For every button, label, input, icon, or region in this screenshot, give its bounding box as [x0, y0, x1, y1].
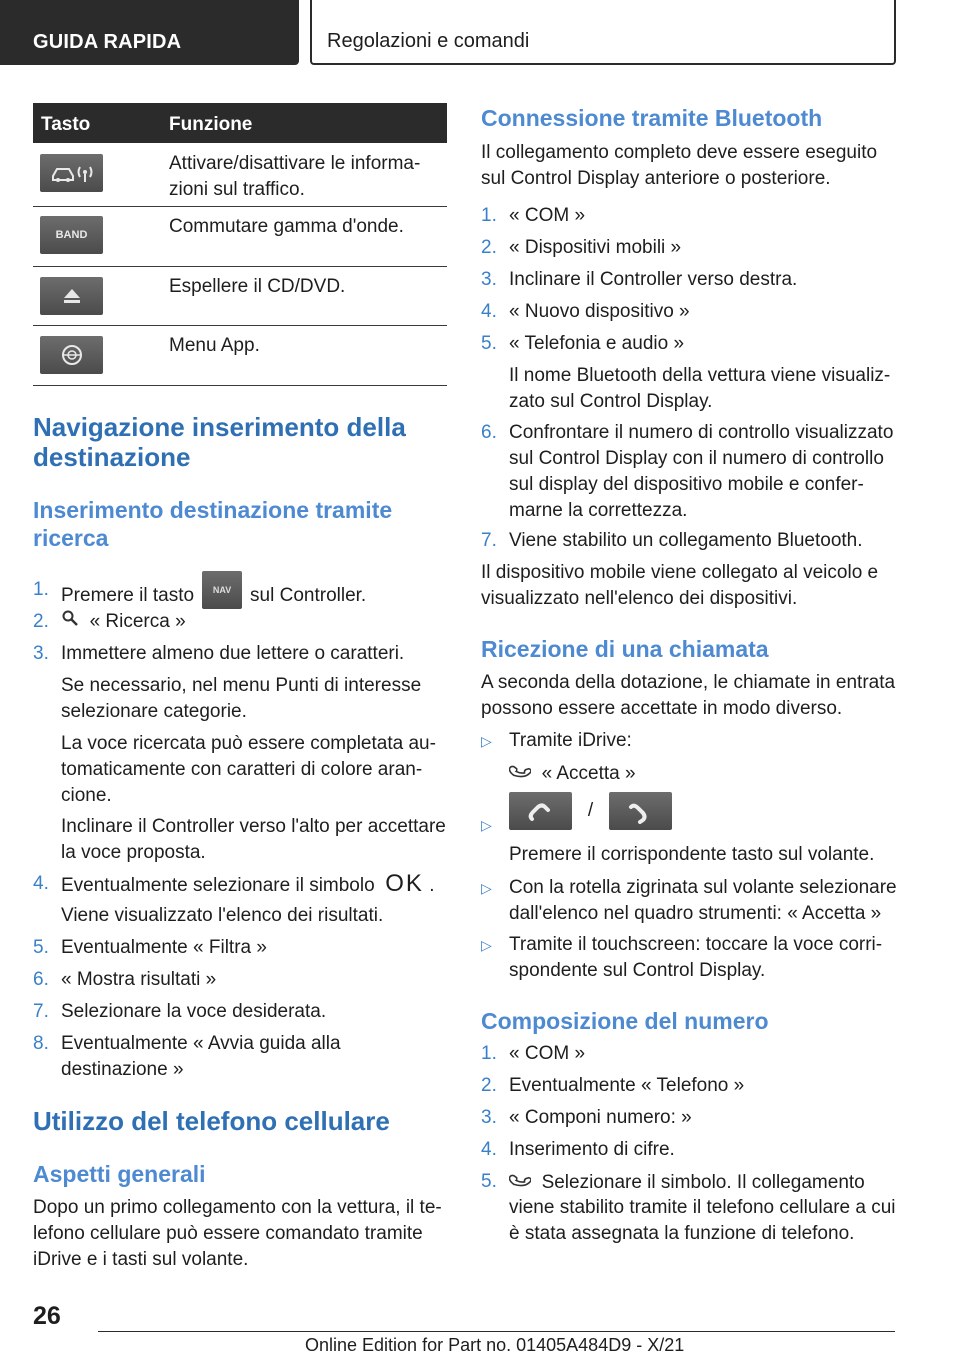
paragraph-line: tomaticamente con caratteri di colore aran- [61, 759, 423, 780]
paragraph-line: Dopo un primo collegamento con la vettura, il te- [33, 1197, 442, 1218]
bullet-triangle-icon: ▷ [481, 937, 492, 953]
paragraph-line: viene stabilito tramite il telefono cellulare a cui [509, 1197, 896, 1218]
list-item: « COM » [509, 205, 586, 226]
table-cell-function: Espellere il CD/DVD. [169, 276, 346, 297]
list-item: Premere il tasto NAV sul Controller. [61, 577, 366, 615]
nav-key-icon: NAV [202, 571, 242, 609]
paragraph-line: sul Control Display con il numero di controllo [509, 448, 884, 469]
bluetooth-title: Connessione tramite Bluetooth [481, 105, 823, 131]
keys-table [33, 103, 447, 386]
header-chapter: Regolazioni e comandi [327, 30, 530, 52]
paragraph-line: selezionare categorie. [61, 701, 247, 722]
paragraph-line: visualizzato nell'elenco dei dispositivi. [481, 588, 798, 609]
paragraph-line: destinazione » [61, 1059, 184, 1080]
list-item: Viene stabilito un collegamento Bluetooth. [509, 530, 863, 551]
table-cell-function: Attivare/disattivare le informa- [169, 153, 421, 174]
step-number: 4. [481, 1139, 497, 1160]
step-number: 1. [481, 205, 497, 226]
list-item: Eventualmente « Avvia guida alla [61, 1033, 341, 1054]
list-item: Selezionare la voce desiderata. [61, 1001, 327, 1022]
phone-title: Utilizzo del telefono cellulare [33, 1106, 390, 1136]
paragraph-line: lefono cellulare può essere comandato tramite [33, 1223, 423, 1244]
paragraph-line: Il nome Bluetooth della vettura viene visualiz- [509, 365, 891, 386]
step-number: 1. [33, 579, 49, 600]
paragraph-line: Se necessario, nel menu Punti di interesse [61, 675, 422, 696]
list-item: Selezionare il simbolo. Il collegamento [509, 1169, 865, 1197]
list-item: Inserimento di cifre. [509, 1139, 675, 1160]
paragraph-line: la voce proposta. [61, 842, 206, 863]
list-item: « COM » [509, 1043, 586, 1064]
step-number: 6. [481, 422, 497, 443]
paragraph-line: Il dispositivo mobile viene collegato al veicolo e [481, 562, 879, 583]
table-header-key: Tasto [41, 114, 91, 135]
step-number: 2. [481, 1075, 497, 1096]
paragraph-line: è stata assegnata la funzione di telefono. [509, 1223, 855, 1244]
nav-title: Navigazione inserimento della destinazione [33, 412, 406, 472]
ok-symbol-icon: OK [385, 870, 424, 897]
table-cell-function: zioni sul traffico. [169, 179, 305, 200]
list-item: « Componi numero: » [509, 1107, 692, 1128]
header-section-tab [0, 0, 299, 65]
footer-edition: Online Edition for Part no. 01405A484D9 - X/21 [305, 1335, 685, 1355]
step-number: 6. [33, 969, 49, 990]
step-number: 5. [481, 1171, 497, 1192]
paragraph-line: cione. [61, 785, 112, 806]
search-icon [61, 609, 79, 635]
list-item: « Telefonia e audio » [509, 333, 685, 354]
list-item: Immettere almeno due lettere o caratteri. [61, 643, 405, 664]
call-title: Ricezione di una chiamata [481, 636, 769, 662]
paragraph-line: Viene visualizzato l'elenco dei risultati. [61, 905, 384, 926]
step-number: 5. [33, 937, 49, 958]
step-number: 4. [33, 873, 49, 894]
bullet-triangle-icon: ▷ [481, 880, 492, 896]
list-item: « Nuovo dispositivo » [509, 301, 690, 322]
list-item: Eventualmente « Filtra » [61, 937, 267, 958]
table-row [33, 143, 447, 207]
eject-key-icon [40, 277, 103, 315]
list-item: / [509, 792, 672, 830]
step-number: 1. [481, 1043, 497, 1064]
list-item: « Accetta » [509, 760, 636, 788]
step-number: 3. [33, 643, 49, 664]
phone-handset-icon [509, 760, 531, 788]
nav-subtitle: Inserimento destinazione tramite ricerca [33, 497, 393, 551]
table-row [33, 267, 447, 326]
end-call-key-icon [609, 792, 672, 830]
paragraph-line: Premere il corrispondente tasto sul volante. [509, 844, 875, 865]
paragraph-line: marne la correttezza. [509, 500, 688, 521]
paragraph-line: dall'elenco nel quadro strumenti: « Accetta » [509, 903, 882, 924]
paragraph-line: A seconda della dotazione, le chiamate in entrata [481, 672, 896, 693]
accept-call-key-icon [509, 792, 572, 830]
header-chapter-tab [310, 0, 896, 65]
list-item: Tramite iDrive: [509, 730, 632, 751]
step-number: 7. [481, 530, 497, 551]
bullet-triangle-icon: ▷ [481, 733, 492, 749]
step-number: 3. [481, 269, 497, 290]
paragraph-line: Il collegamento completo deve essere eseguito [481, 142, 878, 163]
step-number: 8. [33, 1033, 49, 1054]
table-row [33, 207, 447, 267]
paragraph-line: Inclinare il Controller verso l'alto per accettare [61, 816, 446, 837]
paragraph-line: zato sul Control Display. [509, 391, 713, 412]
list-item: Inclinare il Controller verso destra. [509, 269, 798, 290]
step-number: 2. [481, 237, 497, 258]
paragraph-line: sul Control Display anteriore o posteriore. [481, 168, 831, 189]
list-item: Tramite il touchscreen: toccare la voce corri- [509, 934, 883, 955]
step-number: 7. [33, 1001, 49, 1022]
paragraph-line: La voce ricercata può essere completata au- [61, 733, 436, 754]
table-header [33, 103, 447, 143]
list-item: Eventualmente selezionare il simbolo OK . [61, 870, 435, 897]
step-number: 4. [481, 301, 497, 322]
list-item: « Dispositivi mobili » [509, 237, 682, 258]
list-item: « Ricerca » [61, 609, 186, 635]
general-title: Aspetti generali [33, 1161, 206, 1187]
table-cell-function: Menu App. [169, 335, 260, 356]
header-section: GUIDA RAPIDA [33, 31, 182, 53]
paragraph-line: sul display del dispositivo mobile e confer- [509, 474, 864, 495]
footer-divider [98, 1331, 895, 1332]
list-item: Eventualmente « Telefono » [509, 1075, 745, 1096]
step-number: 5. [481, 333, 497, 354]
table-header-function: Funzione [169, 114, 253, 135]
step-number: 3. [481, 1107, 497, 1128]
table-row [33, 326, 447, 386]
traffic-info-key-icon [40, 154, 103, 192]
phone-handset-icon [509, 1169, 531, 1197]
paragraph-line: iDrive e i tasti sul volante. [33, 1249, 249, 1270]
page-number: 26 [33, 1302, 61, 1330]
list-item: Con la rotella zigrinata sul volante selezionare [509, 877, 897, 898]
step-number: 2. [33, 611, 49, 632]
paragraph-line: spondente sul Control Display. [509, 960, 766, 981]
list-item: Confrontare il numero di controllo visualizzato [509, 422, 894, 443]
dial-title: Composizione del numero [481, 1008, 769, 1034]
list-item: « Mostra risultati » [61, 969, 217, 990]
band-key-icon: BAND [40, 216, 103, 254]
bullet-triangle-icon: ▷ [481, 817, 492, 833]
app-menu-key-icon [40, 336, 103, 374]
paragraph-line: possono essere accettate in modo diverso. [481, 698, 843, 719]
table-cell-function: Commutare gamma d'onde. [169, 216, 404, 237]
